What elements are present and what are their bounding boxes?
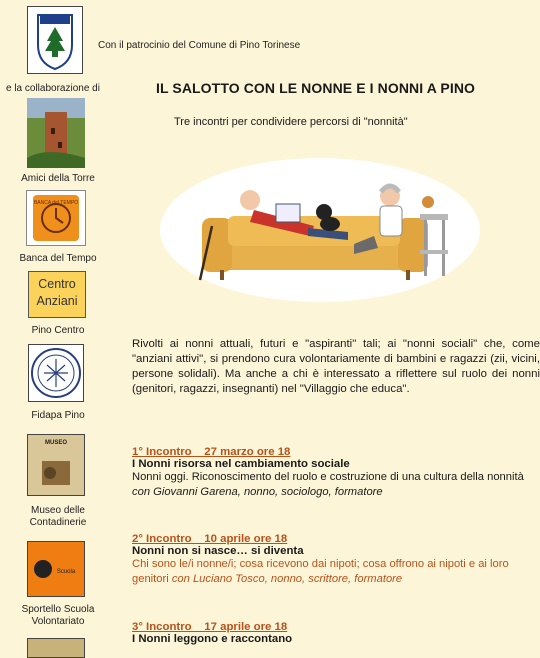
- event-2-desc: Chi sono le/i nonne/i; cosa ricevono dai nipoti; cosa offrono ai nipoti e ai loro genitori con Luciano Tosco, nonno, scrittore, formatore: [132, 558, 509, 585]
- event-1-desc: Nonni oggi. Riconoscimento del ruolo e costruzione di una cultura della nonnità con Giovanni Garena, nonno, sociologo, formatore: [132, 471, 524, 498]
- svg-text:Scuola: Scuola: [56, 569, 76, 575]
- svg-text:BANCA del TEMPO: BANCA del TEMPO: [33, 200, 79, 206]
- partner-name-banca: Banca del Tempo: [19, 253, 97, 264]
- comune-pino-logo: [27, 6, 83, 74]
- amici-torre-logo: [27, 98, 85, 168]
- event-1-heading: 1° Incontro 27 marzo ore 18: [132, 446, 291, 458]
- centro-anziani-logo: [28, 271, 86, 318]
- page-subtitle: Tre incontri per condividere percorsi di "nonnità": [174, 116, 408, 128]
- centro-anziani-text: Centro Anziani: [36, 277, 78, 308]
- museo-logo: [27, 434, 85, 496]
- partner-name-museo: Museo delle Contadinerie: [29, 505, 87, 528]
- fidapa-logo: [28, 344, 84, 402]
- page-title: IL SALOTTO CON LE NONNE E I NONNI A PINO: [156, 80, 476, 96]
- intro-paragraph: Rivolti ai nonni attuali, futuri e "aspiranti" tali; ai "nonni sociali" che, come "anziani attivi", si prendono cura volontariamente di bambini e ragazzi (zii, vicini, persone solidali). Ma anche a chi è interessato a riflettere sul ruolo dei nonni (genitori, ragazzi, insegnanti) nel "Villaggio che educa".: [132, 338, 540, 395]
- event-3-title: I Nonni leggono e raccontano: [132, 633, 293, 645]
- partner-name-sportello: Sportello Scuola Volontariato: [21, 604, 95, 627]
- event-2-heading: 2° Incontro 10 aprile ore 18: [132, 533, 288, 545]
- seventh-logo-partial: [27, 638, 85, 658]
- event-1: [132, 446, 540, 500]
- partner-name-fidapa: Fidapa Pino: [31, 410, 85, 421]
- scuola-volontariato-logo: [27, 541, 85, 597]
- svg-text:MUSEO: MUSEO: [44, 440, 68, 446]
- event-3: [132, 621, 540, 645]
- collab-text: e la collaborazione di: [6, 83, 100, 94]
- partner-name-amici: Amici della Torre: [21, 173, 95, 184]
- banca-tempo-logo: [26, 190, 86, 246]
- grandparents-illustration: [158, 156, 482, 304]
- event-2: [132, 533, 540, 587]
- event-3-heading: 3° Incontro 17 aprile ore 18: [132, 621, 288, 633]
- event-2-speaker: con Luciano Tosco, nonno, scrittore, formatore: [171, 573, 403, 585]
- event-2-title: Nonni non si nasce… si diventa: [132, 545, 304, 557]
- event-1-speaker: con Giovanni Garena, nonno, sociologo, formatore: [132, 486, 383, 498]
- partner-name-pino-centro: Pino Centro: [31, 325, 85, 336]
- event-1-title: I Nonni risorsa nel cambiamento sociale: [132, 458, 350, 470]
- patronage-text: Con il patrocinio del Comune di Pino Torinese: [98, 40, 301, 51]
